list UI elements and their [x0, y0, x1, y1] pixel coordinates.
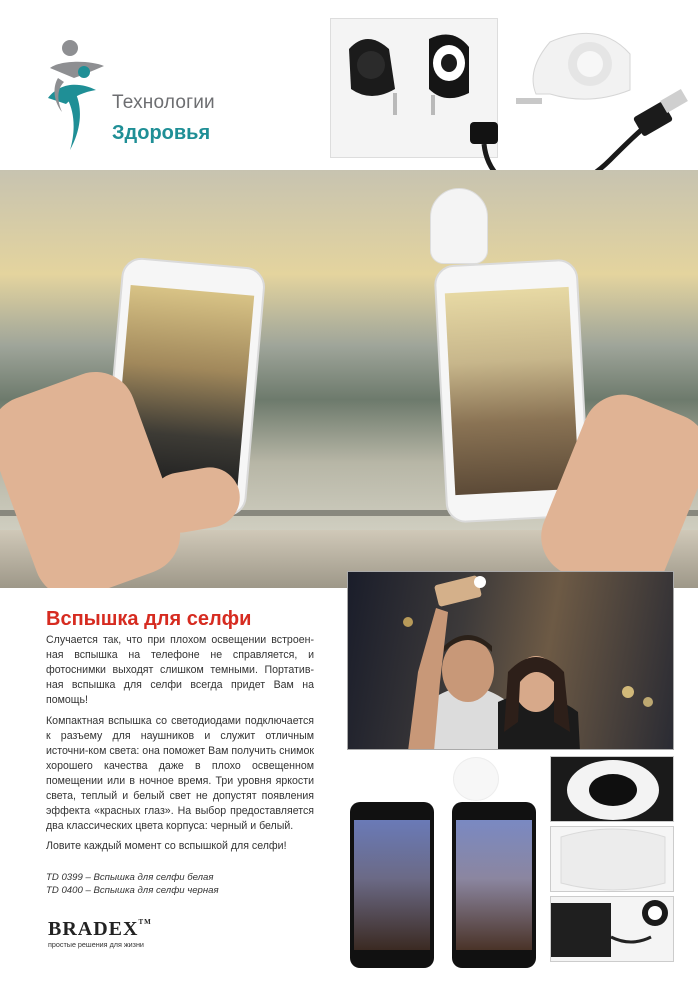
phone-screen-portrait-1 — [354, 820, 430, 950]
phone-screen-bright — [445, 287, 579, 495]
flash-plugged-closeup — [551, 897, 674, 962]
company-logo — [40, 38, 250, 158]
human-figure-icon — [40, 38, 110, 158]
thumbnail-white-flash — [550, 826, 674, 892]
brand-slogan: простые решения для жизни — [48, 940, 144, 949]
description-paragraph-3: Ловите каждый момент со вспышкой для селфи! — [46, 840, 287, 852]
white-flash-closeup — [551, 827, 674, 892]
brand-name: BRADEX — [48, 918, 139, 940]
article-codes — [46, 871, 219, 897]
phone-black-flash-left — [350, 802, 434, 968]
selfie-flash-on-phone — [430, 188, 488, 264]
logo-line-2: Здоровья — [112, 122, 211, 144]
article-code-black: TD 0400 – Вспышка для селфи черная — [46, 885, 219, 896]
couple-selfie-image — [348, 572, 674, 750]
phone-screen-portrait-2 — [456, 820, 532, 950]
brand-tm: TM — [138, 918, 152, 926]
product-title: Вспышка для селфи — [46, 608, 252, 630]
hero-photo — [0, 170, 698, 588]
thumbnail-flash-in-phone — [550, 896, 674, 962]
bradex-logo — [48, 918, 152, 949]
description-paragraph-2: Компактная вспышка со светодиодами подключается к разъему для наушников и служит отличным источни-ком света: она поможет Вам получить снимок хорошего качества даже в плохо освещенном помещении или в ночное время. Три уровня яркости света, теплый и белый свет не допустят появления эффекта «красных глаз». На выбор предоставляется два классических цвета корпуса: черный и белый. — [46, 715, 314, 832]
ring-flash-light — [454, 758, 498, 800]
thumbnail-black-ring — [550, 756, 674, 822]
phone-black-flash-right — [452, 802, 536, 968]
black-ring-closeup — [551, 757, 674, 822]
couple-selfie-photo — [347, 571, 674, 750]
logo-line-1: Технологии — [112, 92, 215, 113]
description-paragraph-1: Случается так, что при плохом освещении встроен-ная вспышка на телефоне не справляется, и фотоснимки выходят слишком темными. Портатив-ная вспышка для селфи всегда придет Вам на помощь! — [46, 634, 314, 706]
article-code-white: TD 0399 – Вспышка для селфи белая — [46, 872, 214, 883]
